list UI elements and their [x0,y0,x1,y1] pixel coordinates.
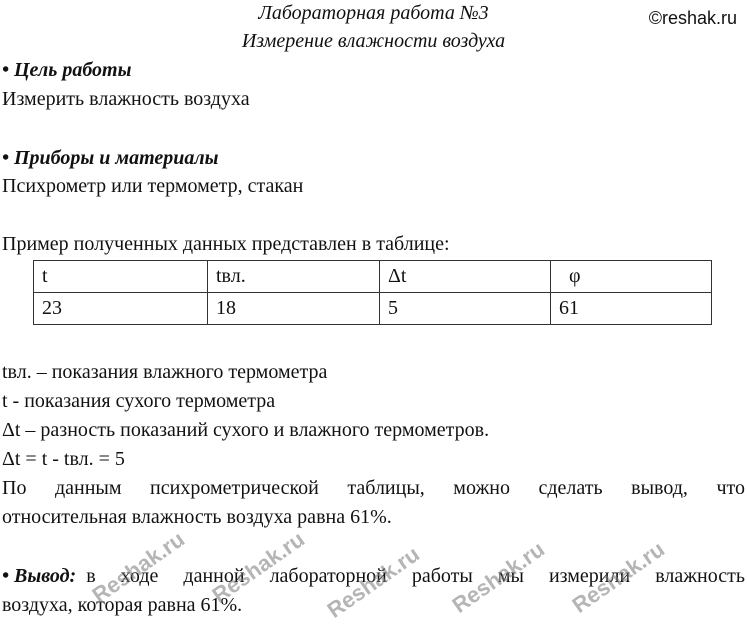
watermark: Reshak.ru [567,536,670,618]
document-subtitle: Измерение влажности воздуха [241,30,506,52]
table-header-cell: t [34,261,208,293]
paragraph-line: По данным психрометрической таблицы, можно сделать вывод, что [2,477,745,499]
watermark: Reshak.ru [207,526,310,608]
document-title: Лабораторная работа №3 [258,2,489,24]
equipment-text: Психрометр или термометр, стакан [2,175,304,197]
watermark: Reshak.ru [322,541,425,623]
note-line: Δt – разность показаний сухого и влажного термометров. [2,419,490,441]
watermark: Reshak.ru [447,536,550,618]
table-row [34,293,712,325]
table-header-cell: Δt [380,261,551,293]
conclusion-line-2: воздуха, которая равна 61%. [2,594,243,616]
conclusion-text: в ходе данной лабораторной работы мы измерили влажность [86,565,745,587]
conclusion-label: • Вывод: [2,565,77,587]
goal-heading: • Цель работы [2,59,132,81]
equipment-heading: • Приборы и материалы [2,147,219,169]
data-table [33,260,712,325]
table-cell: 61 [551,293,712,325]
table-cell: 18 [208,293,380,325]
paragraph-line: относительная влажность воздуха равна 61%. [2,506,392,528]
watermark: Reshak.ru [87,526,190,608]
note-line: Δt = t - tвл. = 5 [2,448,125,470]
goal-text: Измерить влажность воздуха [2,88,250,110]
table-header-cell: tвл. [208,261,380,293]
table-header-row [34,261,712,293]
table-cell: 23 [34,293,208,325]
table-header-cell: φ [551,261,712,293]
table-cell: 5 [380,293,551,325]
table-intro: Пример полученных данных представлен в таблице: [2,233,450,255]
brand-label: ©reshak.ru [648,8,737,28]
note-line: tвл. – показания влажного термометра [2,361,328,383]
note-line: t - показания сухого термометра [2,390,276,412]
